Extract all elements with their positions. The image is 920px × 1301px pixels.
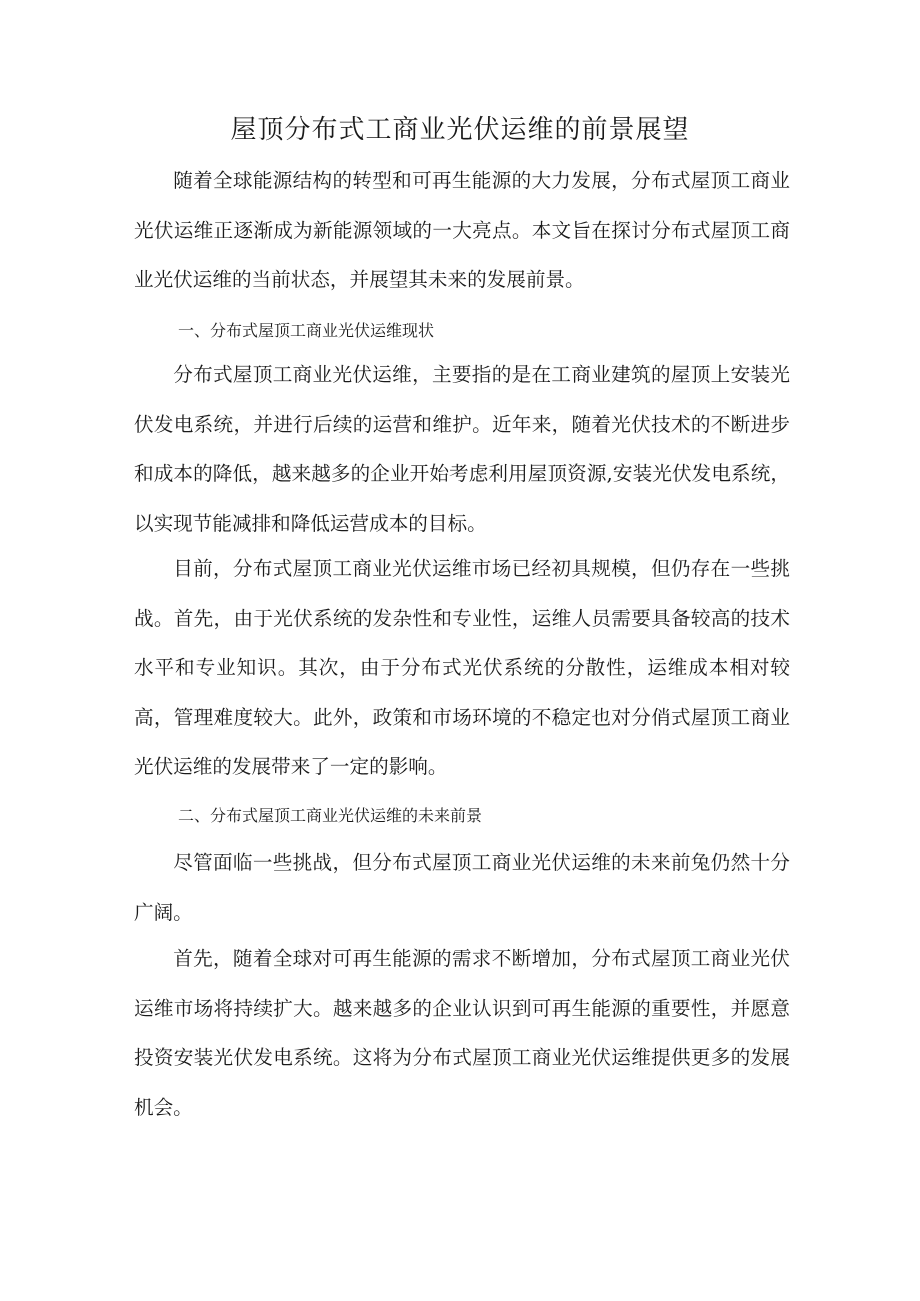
section2-paragraph-1: 尽管面临一些挑战，但分布式屋顶工商业光伏运维的未来前兔仍然十分广阔。 — [134, 851, 790, 924]
section-heading-future-prospects: 二、分布式屋顶工商业光伏运维的未来前景 — [178, 806, 483, 825]
section2-paragraph-2: 首先，随着全球对可再生能源的需求不断增加，分布式屋顶工商业光伏运维市场将持续扩大。越来越多的企业认识到可再生能源的重要性，并愿意投资安装光伏发电系统。这将为分布式屋顶工商业光伏运维提供更多的发展机会。 — [134, 947, 790, 1119]
section-heading-current-status: 一、分布式屋顶工商业光伏运维现状 — [178, 321, 435, 340]
intro-paragraph: 随着全球能源结构的转型和可再生能源的大力发展，分布式屋顶工商业光伏运维正逐渐成为新能源领域的一大亮点。本文旨在探讨分布式屋顶工商业光伏运维的当前状态，并展望其未来的发展前景。 — [134, 169, 790, 291]
section1-paragraph-2: 目前，分布式屋顶工商业光伏运维市场已经初具规模，但仍存在一些挑战。首先，由于光伏系统的发杂性和专业性，运维人员需要具备较高的技术水平和专业知识。其次，由于分布式光伏系统的分散性，运维成本相对较高，管理难度较大。此外，政策和市场环境的不稳定也对分俏式屋顶工商业光伏运维的发展带来了一定的影响。 — [134, 557, 790, 778]
document-title: 屋顶分布式工商业光伏运维的前景展望 — [230, 115, 690, 145]
section1-paragraph-1: 分布式屋顶工商业光伏运维，主要指的是在工商业建筑的屋顶上安装光伏发电系统，并进行后续的运营和维护。近年来，随着光伏技术的不断进步和成本的降低，越来越多的企业开始考虑利用屋顶资源,安装光伏发电系统，以实现节能减排和降低运营成本的目标。 — [134, 363, 790, 535]
